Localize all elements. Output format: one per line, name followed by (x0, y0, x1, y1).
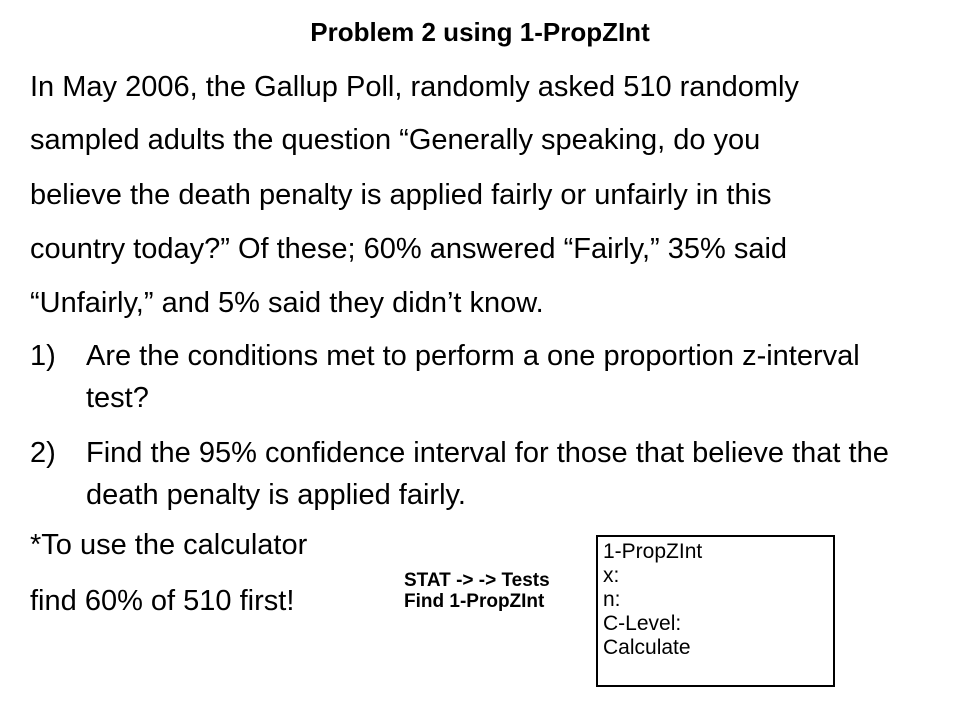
calc-screen-x: x: (603, 564, 620, 587)
calculator-steps (404, 570, 550, 612)
calculator-note-line-2: find 60% of 510 first! (30, 585, 295, 617)
calculator-note-line-1: *To use the calculator (30, 529, 308, 561)
calc-screen-calculate: Calculate (603, 636, 691, 659)
problem-text-line-1: In May 2006, the Gallup Poll, randomly asked 510 randomly (30, 71, 799, 103)
calculator-step-1: STAT -> -> Tests (404, 570, 550, 591)
calc-screen-c-level: C-Level: (603, 612, 682, 635)
calc-screen-title: 1-PropZInt (603, 540, 703, 563)
question-2-number: 2) (30, 437, 56, 469)
calculator-screen-box (596, 535, 835, 687)
question-1-number: 1) (30, 340, 56, 372)
question-1 (30, 335, 930, 419)
question-2-text: Find the 95% confidence interval for those that believe that the death penalty is applied fairly. (86, 437, 889, 511)
problem-text-line-2: sampled adults the question “Generally speaking, do you (30, 124, 761, 156)
calculator-step-2: Find 1-PropZInt (404, 591, 545, 612)
problem-text-line-4: country today?” Of these; 60% answered “Fairly,” 35% said (30, 233, 788, 265)
slide-title: Problem 2 using 1-PropZInt (310, 17, 650, 47)
calc-screen-n: n: (603, 588, 621, 611)
question-1-text: Are the conditions met to perform a one proportion z-interval test? (86, 340, 860, 414)
problem-text-line-5: “Unfairly,” and 5% said they didn’t know. (30, 287, 544, 319)
problem-text-line-3: believe the death penalty is applied fairly or unfairly in this (30, 179, 772, 211)
question-2 (30, 432, 930, 516)
